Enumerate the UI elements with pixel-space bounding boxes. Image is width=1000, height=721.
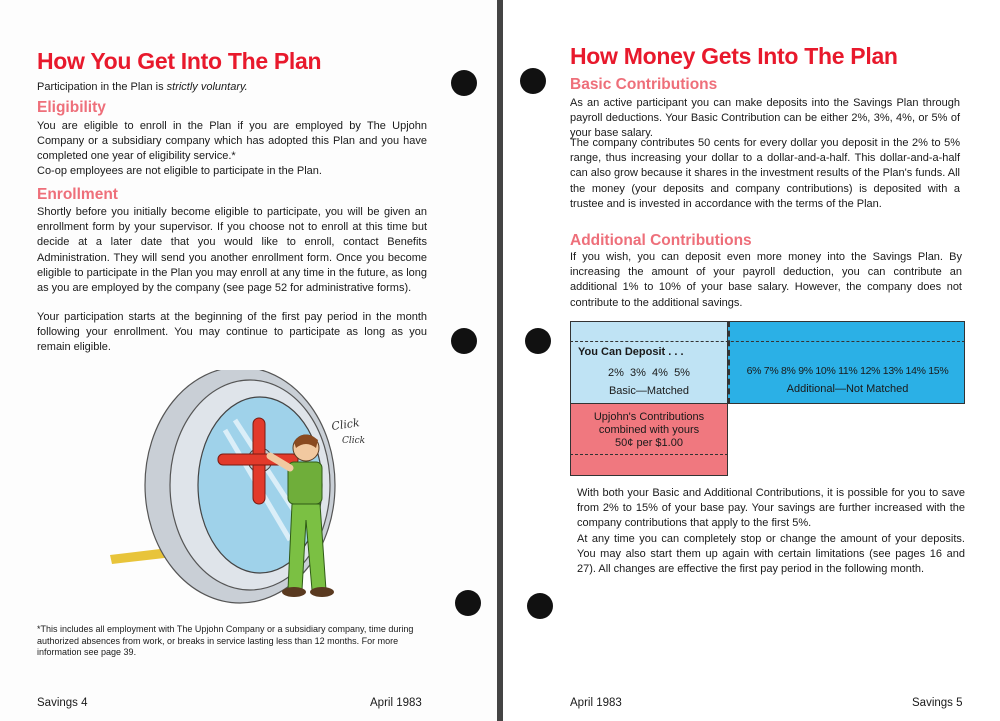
eligibility-heading: Eligibility — [37, 99, 106, 116]
company-line-2: combined with yours — [598, 424, 700, 436]
binder-hole-left-middle — [451, 328, 477, 354]
page-gutter — [497, 0, 503, 721]
enrollment-paragraph-1: Shortly before you initially become eligible to participate, you will be given an enrollment form by your supervisor. If you choose not to enroll at this time but decide at a later date that you would like to enroll, contact Benefits Administration. They will send you another enrollment form. Once you become eligible to participate in the Plan you may enroll at any time in the future, as long as you are employed by the company (see page 52 for administrative forms). — [37, 206, 427, 295]
left-footer-page: Savings 4 — [37, 697, 88, 709]
man-shoe-left — [282, 587, 306, 597]
contributions-diagram — [570, 321, 965, 476]
basic-label: Basic—Matched — [608, 385, 690, 397]
right-footer-page: Savings 5 — [912, 697, 963, 709]
left-page-title: How You Get Into The Plan — [37, 48, 322, 74]
company-line-3: 50¢ per $1.00 — [615, 437, 683, 449]
vault-illustration — [110, 370, 410, 610]
basic-paragraph-2: The company contributes 50 cents for every dollar you deposit in the 2% to 5% range, thus increasing your dollar to a dollar-and-a-half. This dollar-and-a-half can also grow because it shares in the investment results of the Plan's funds. All the money (your deposits and company contributions) is deposited with a trustee and is invested in accordance with the terms of the Plan. — [570, 137, 960, 210]
deposit-label: You Can Deposit . . . — [578, 346, 684, 358]
enrollment-paragraph-2: Your participation starts at the beginning of the first pay period in the month following your enrollment. You may continue to participate as long as you remain eligible. — [37, 311, 427, 354]
left-page — [0, 0, 497, 721]
company-line-1: Upjohn's Contributions — [593, 411, 705, 423]
binder-hole-left-bottom — [455, 590, 481, 616]
basic-contributions-heading: Basic Contributions — [570, 76, 718, 93]
man-shoe-right — [310, 587, 334, 597]
eligibility-paragraph-2: Co-op employees are not eligible to participate in the Plan. — [37, 165, 322, 177]
enrollment-heading: Enrollment — [37, 186, 118, 203]
summary-paragraph-1: With both your Basic and Additional Contributions, it is possible for you to save from 2% to 15% of your base pay. Your savings are further increased with the company contributions that apply to the first 5%. — [577, 487, 965, 530]
deposit-divider-line — [570, 341, 965, 342]
click-text-1: Click — [330, 416, 361, 433]
additional-rates: 6% 7% 8% 9% 10% 11% 12% 13% 14% 15% — [746, 365, 949, 377]
left-footer-date: April 1983 — [370, 697, 422, 709]
binder-hole-left-top — [451, 70, 477, 96]
right-footer-date: April 1983 — [570, 697, 622, 709]
additional-label: Additional—Not Matched — [786, 383, 909, 395]
summary-paragraph-2: At any time you can completely stop or change the amount of your deposits. You may also start them up again with certain limitations (see pages 16 and 27). All changes are effective the first pay period in the following month. — [577, 533, 965, 576]
click-text-2: Click — [342, 436, 366, 446]
intro-text: Participation in the Plan is strictly voluntary. — [37, 81, 248, 93]
company-divider-line — [570, 454, 728, 455]
binder-hole-right-middle — [525, 328, 551, 354]
binder-hole-right-top — [520, 68, 546, 94]
right-page-title: How Money Gets Into The Plan — [570, 43, 898, 69]
additional-paragraph: If you wish, you can deposit even more money into the Savings Plan. By increasing the amount of your payroll deduction, you can contribute an additional 1% to 10% of your base salary. However, the company does not contribute to the additional savings. — [570, 251, 962, 309]
basic-rates: 2% 3% 4% 5% — [608, 367, 690, 379]
binder-hole-right-bottom — [527, 593, 553, 619]
footnote: *This includes all employment with The Upjohn Company or a subsidiary company, time during authorized absences from work, or breaks in service lasting less than 12 months. For more information see page 39. — [37, 624, 414, 658]
eligibility-paragraph-1: You are eligible to enroll in the Plan if you are employed by The Upjohn Company or a subsidiary company which has adopted this Plan and you have completed one year of eligibility service.* — [37, 120, 427, 163]
additional-contributions-heading: Additional Contributions — [570, 232, 752, 249]
basic-paragraph-1: As an active participant you can make deposits into the Savings Plan through payroll deductions. Your Basic Contribution can be either 2%, 3%, 4%, or 5% of your base salary. — [570, 97, 960, 140]
